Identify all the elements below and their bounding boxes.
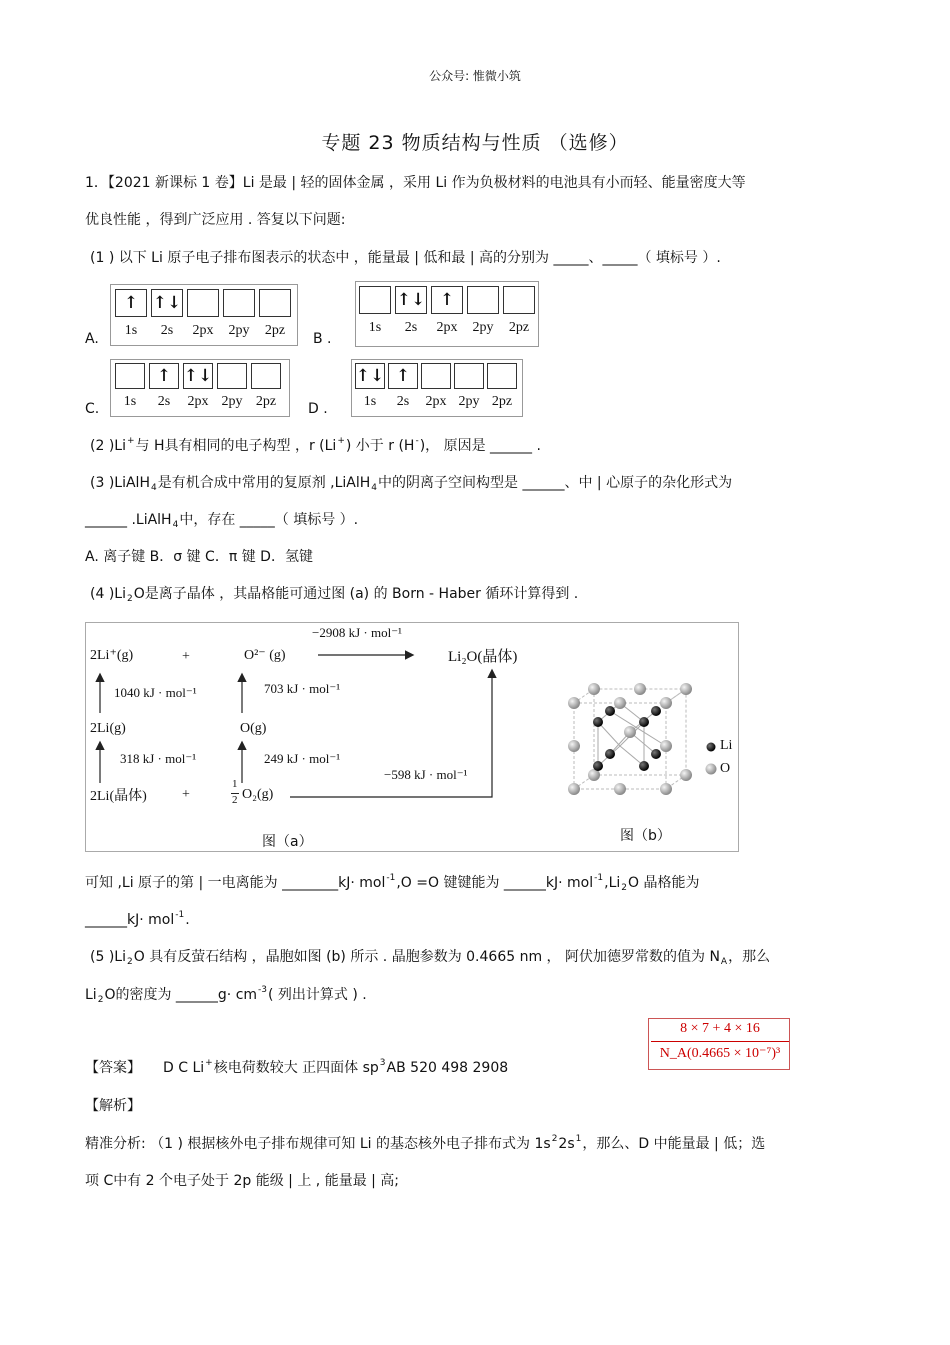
energy-formation: −598 kJ · mol⁻¹	[384, 767, 468, 782]
energy-electron-affinity: 703 kJ · mol⁻¹	[264, 681, 341, 696]
energy-ionization: 1040 kJ · mol⁻¹	[114, 685, 197, 700]
caption-figure-b: 图（b）	[620, 828, 671, 844]
orbital-label: 2pz	[264, 323, 286, 338]
orbital-box	[467, 286, 499, 314]
q1-part3-choices: A. 离子键 B．σ 键 C．π 键 D．氢键	[85, 549, 313, 565]
orbital-label: 2px	[425, 394, 447, 409]
analysis-line2: 项 C中有 2 个电子处于 2p 能级 | 上 , 能量最 | 高;	[85, 1173, 400, 1189]
orbital-label: 1s	[123, 394, 137, 409]
orbital-label: 1s	[368, 320, 382, 335]
q1-part4-blank-line1: 可知 ,Li 原子的第 | 一电离能为 ________kJ· mol$^{-1}$,O =O 键键能为 ______kJ· $mol^{-1},Li_2O$ 晶格能为	[85, 873, 700, 893]
q1-intro-line1: 1．【2021 新课标 1 卷】Li 是最 | 轻的固体金属 ，采用 Li 作为负极材料的电池具有小而轻、能量密度大等	[85, 175, 746, 191]
option-c-label: C.	[85, 401, 100, 417]
orbital-label: 2px	[192, 323, 214, 338]
orbital-box	[421, 363, 451, 389]
orbital-box: ↑↓	[151, 289, 183, 317]
q1-part3-line1: (3 )LiAlH$_4$是有机合成中常用的复原剂 ,LiAlH$_4$中的阴离子空间构型是 ______、中 | 心原子的杂化形式为	[90, 475, 733, 493]
option-a-label: A.	[85, 331, 99, 347]
orbital-label: 2py	[472, 320, 494, 335]
orbital-label: 2s	[157, 394, 171, 409]
orbital-box	[359, 286, 391, 314]
species-li2o-crystal: Li₂O(晶体)	[448, 649, 518, 665]
q1-part2: (2 )Li+与 H具有相同的电子构型 ，r (Li+) 小于 r (H-)， 原因是 ______ .	[90, 436, 541, 454]
q1-part3-line2: ______ .LiAlH$_4$中，存在 _____（ 填标号 ）.	[85, 512, 359, 530]
legend-o-marker	[706, 764, 717, 775]
analysis-line1: 精准分析: （1 ) 根据核外电子排布规律可知 Li 的基态核外电子排布式为 $1s^22s^1$，那么、D 中能量最 | 低；选	[85, 1134, 766, 1152]
q1-part1: (1 ) 以下 Li 原子电子排布图表示的状态中 ，能量最 | 低和最 | 高的分别为 _____、_____（ 填标号 ）.	[90, 250, 721, 266]
legend-li-marker	[707, 743, 716, 752]
orbital-diagram-a	[110, 284, 298, 346]
crystal-unit-cell	[568, 683, 692, 795]
q1-part4: (4 )$Li_2O$是离子晶体 ，其晶格能可通过图 (a) 的 Born - Haber 循环计算得到 .	[90, 586, 579, 604]
orbital-box	[115, 363, 145, 389]
half-numerator: 1	[232, 778, 238, 790]
orbital-box: ↑	[388, 363, 418, 389]
energy-sublimation: 318 kJ · mol⁻¹	[120, 751, 197, 766]
energy-lattice: −2908 kJ · mol⁻¹	[312, 625, 402, 640]
plus-sign-2: +	[182, 787, 190, 802]
page-header: 公众号: 惟微小筑	[429, 69, 521, 83]
legend-o-label: O	[720, 761, 731, 776]
orbital-diagram-c	[110, 359, 290, 417]
orbital-box: ↑↓	[355, 363, 385, 389]
option-d-label: D .	[308, 401, 328, 417]
answer-line: 【答案】 D C Li+核电荷数较大 正四面体 $sp^3AB$ 520 498 2908	[85, 1058, 509, 1076]
species-li-ion: 2Li⁺(g)	[90, 648, 134, 663]
option-b-label: B .	[313, 331, 332, 347]
orbital-box: ↑↓	[183, 363, 213, 389]
orbital-box	[259, 289, 291, 317]
formula-fraction-bar	[651, 1041, 789, 1042]
page-title: 专题 23 物质结构与性质 （选修）	[321, 132, 629, 154]
orbital-box	[187, 289, 219, 317]
formula-numerator: 8 × 7 + 4 × 16	[680, 1021, 760, 1036]
species-o-gas: O(g)	[240, 721, 267, 736]
answer-density-formula	[648, 1018, 790, 1070]
orbital-label: 2s	[160, 323, 174, 338]
caption-figure-a: 图（a）	[262, 834, 313, 850]
orbital-box	[454, 363, 484, 389]
orbital-label: 2px	[436, 320, 458, 335]
orbital-diagram-d	[351, 359, 523, 417]
orbital-label: 2py	[228, 323, 250, 338]
orbital-label: 2pz	[491, 394, 513, 409]
orbital-box	[487, 363, 517, 389]
species-o2-gas: O₂(g)	[242, 787, 274, 802]
orbital-box: ↑↓	[395, 286, 427, 314]
species-li-crystal: 2Li(晶体)	[90, 789, 147, 804]
q1-part5-line2: $Li_2O$的密度为 ______g· $cm^{-3}$( 列出计算式 ) .	[85, 985, 367, 1005]
orbital-label: 2py	[221, 394, 243, 409]
orbital-label: 2s	[396, 394, 410, 409]
orbital-label: 2s	[404, 320, 418, 335]
energy-dissociation: 249 kJ · mol⁻¹	[264, 751, 341, 766]
orbital-box	[251, 363, 281, 389]
half-denominator: 2	[232, 794, 238, 806]
orbital-label: 2px	[187, 394, 209, 409]
q1-part4-blank-line2: ______kJ· mol$^{-1}$.	[85, 910, 190, 928]
formula-denominator: N_A(0.4665 × 10⁻⁷)³	[659, 1046, 781, 1061]
plus-sign: +	[182, 649, 190, 664]
q1-part5-line1: (5 )$Li_2O$ 具有反萤石结构 ，晶胞如图 (b) 所示 . 晶胞参数为 0.4665 nm ， 阿伏加德罗常数的值为 $N_A$，那么	[90, 949, 771, 967]
orbital-label: 2py	[458, 394, 480, 409]
orbital-label: 2pz	[508, 320, 530, 335]
analysis-label: 【解析】	[85, 1098, 141, 1114]
orbital-box: ↑	[149, 363, 179, 389]
orbital-box	[503, 286, 535, 314]
orbital-box: ↑	[431, 286, 463, 314]
species-oxide-ion: O²⁻ (g)	[244, 648, 286, 663]
orbital-label: 1s	[124, 323, 138, 338]
orbital-box: ↑	[115, 289, 147, 317]
orbital-box	[223, 289, 255, 317]
orbital-label: 2pz	[255, 394, 277, 409]
orbital-label: 1s	[363, 394, 377, 409]
figure-born-haber-and-crystal	[85, 622, 739, 852]
orbital-diagram-b	[355, 281, 539, 347]
legend-li-label: Li	[720, 738, 733, 753]
orbital-box	[217, 363, 247, 389]
species-li-gas: 2Li(g)	[90, 721, 126, 736]
q1-intro-line2: 优良性能 ，得到广泛应用 . 答复以下问题:	[85, 212, 346, 228]
